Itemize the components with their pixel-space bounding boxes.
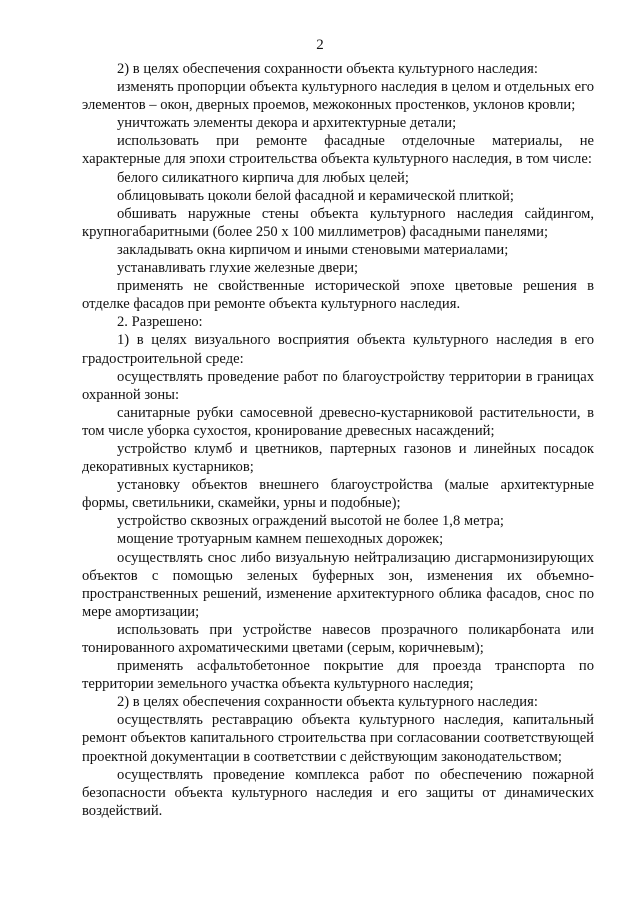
paragraph: устройство сквозных ограждений высотой не более 1,8 метра; xyxy=(117,513,504,530)
paragraph: установку объектов внешнего благоустройства (малые архитектурные формы, светильники, скамейки, урны и подобные); xyxy=(82,477,594,512)
paragraph: обшивать наружные стены объекта культурного наследия сайдингом, крупногабаритными (более 250 х 100 миллиметров) фасадными панелями; xyxy=(82,205,594,240)
paragraph: 2. Разрешено: xyxy=(117,314,203,331)
paragraph: 1) в целях визуального восприятия объекта культурного наследия в его градостроительной среде: xyxy=(82,332,594,367)
paragraph: осуществлять проведение комплекса работ по обеспечению пожарной безопасности объекта культурного наследия и его защиты от динамических воздействий. xyxy=(82,766,594,819)
paragraph: облицовывать цоколи белой фасадной и керамической плиткой; xyxy=(117,187,514,204)
paragraph: 2) в целях обеспечения сохранности объекта культурного наследия: xyxy=(117,61,538,77)
paragraph: использовать при устройстве навесов прозрачного поликарбоната или тонированного ахроматическими цветами (серым, коричневым); xyxy=(82,621,594,656)
paragraph: изменять пропорции объекта культурного наследия в целом и отдельных его элементов – окон, дверных проемов, межоконных простенков, уклонов кровли; xyxy=(82,79,594,114)
document-body xyxy=(82,60,594,820)
paragraph: санитарные рубки самосевной древесно-кустарниковой растительности, в том числе уборка сухостоя, кронирование древесных насаждений; xyxy=(82,404,594,439)
paragraph: уничтожать элементы декора и архитектурные детали; xyxy=(117,115,457,132)
paragraph: осуществлять реставрацию объекта культурного наследия, капитальный ремонт объектов капитального строительства при согласовании соответствующей проектной документации в соответствии с действующим законодательством; xyxy=(82,712,594,765)
paragraph: устанавливать глухие железные двери; xyxy=(117,260,359,277)
paragraph: использовать при ремонте фасадные отделочные материалы, не характерные для эпохи строительства объекта культурного наследия, в том числе: xyxy=(82,133,594,168)
paragraph: мощение тротуарным камнем пешеходных дорожек; xyxy=(117,531,444,548)
paragraph: применять не свойственные исторической эпохе цветовые решения в отделке фасадов при ремонте объекта культурного наследия. xyxy=(82,278,594,313)
paragraph: 2) в целях обеспечения сохранности объекта культурного наследия: xyxy=(117,694,538,711)
page-number: 2 xyxy=(316,37,324,53)
paragraph: осуществлять снос либо визуальную нейтрализацию дисгармонизирующих объектов с помощью зеленых буферных зон, изменения их объемно-пространственных решений, изменение архитектурного облика фасадов, снос по мере амортизации; xyxy=(82,549,594,620)
paragraph: белого силикатного кирпича для любых целей; xyxy=(117,169,409,186)
paragraph: закладывать окна кирпичом и иными стеновыми материалами; xyxy=(117,241,509,258)
paragraph: устройство клумб и цветников, партерных газонов и линейных посадок декоративных кустарников; xyxy=(82,440,594,476)
paragraph: применять асфальтобетонное покрытие для проезда транспорта по территории земельного участка объекта культурного наследия; xyxy=(82,658,594,693)
paragraph: осуществлять проведение работ по благоустройству территории в границах охранной зоны: xyxy=(82,368,594,403)
